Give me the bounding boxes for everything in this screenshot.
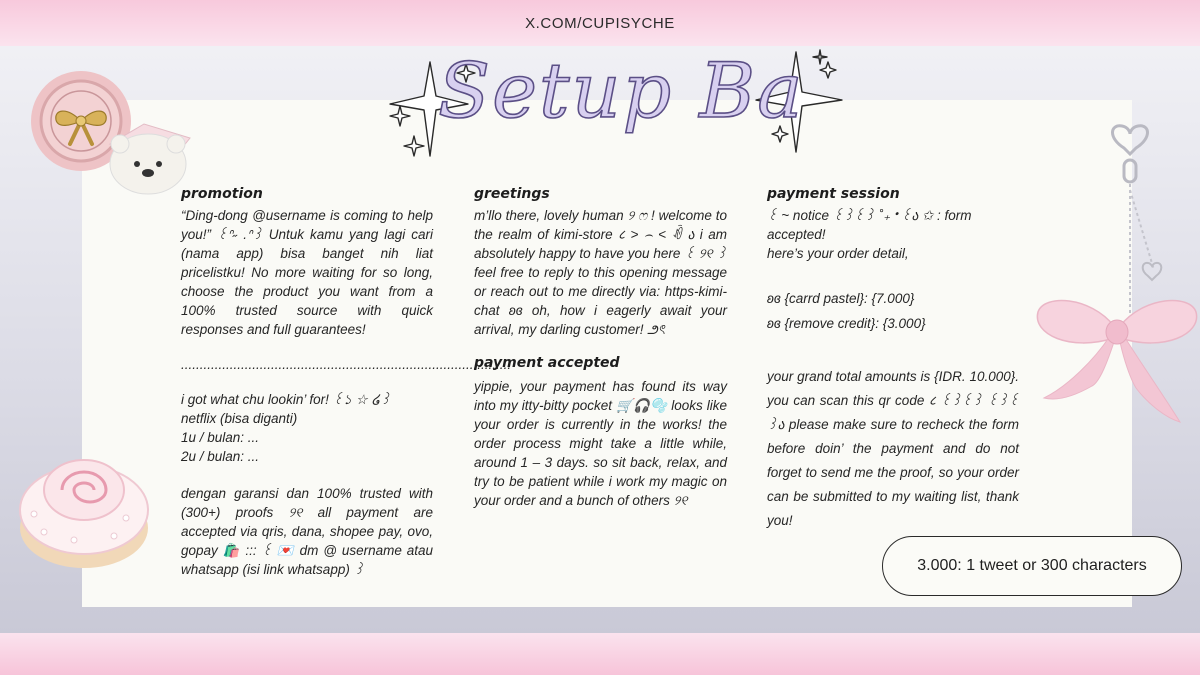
promotion-line: i got what chu lookin’ for! ꒰১ ☆ ໒꒱ xyxy=(181,392,391,407)
payment-accepted-text: yippie, your payment has found its way into my itty-bitty pocket 🛒🎧🫧 looks like your order is currently in the works! the order process might take a little while, around 1 – 3 days. so sit back, relax, and try to be patient while i work my magic on your order and a bunch of others ୨୧ xyxy=(474,379,727,508)
payment-session-heading: payment session xyxy=(767,186,900,202)
promotion-guarantee: dengan garansi dan 100% trusted with (300+) proofs ୨୧ all payment are accepted via qris, dana, shopee pay, ovo, gopay 🛍️ ::: ꒰ 💌 dm @ username atau whatsapp (isi link whatsapp) ꒱ xyxy=(181,486,433,577)
payment-session-notice: ꒰ ~ notice ꒰꒱꒰꒱ ˚₊‧꒰ა ✩ : form accepted! xyxy=(767,208,972,242)
greetings-text: m’llo there, lovely human ୨ ෆ ! welcome to the realm of kimi-store ८ > ⌢ < ꀐ ა i am absolutely happy to have you here ꒰ ୨୧ ꒱ feel free to reply to this opening message or reach out to me directly via: https-kimi-chat ʚɞ oh, how i eagerly await your arrival, my darling customer! ౨ৎ xyxy=(474,208,727,337)
bottom-banner xyxy=(0,633,1200,675)
payment-accepted-heading: payment accepted xyxy=(474,355,620,371)
title-area xyxy=(380,44,850,164)
promotion-line: netflix (bisa diganti) xyxy=(181,411,298,426)
promotion-heading: promotion xyxy=(181,186,263,202)
payment-session-intro: here’s your order detail, xyxy=(767,246,909,261)
donut-cake-icon xyxy=(14,436,154,576)
promotion-line: 2u / bulan: ... xyxy=(181,449,260,464)
order-item: ʚɞ {remove credit}: {3.000} xyxy=(767,316,926,331)
greetings-section xyxy=(474,186,727,510)
promotion-line: 1u / bulan: ... xyxy=(181,430,260,445)
bear-plush-icon xyxy=(104,118,196,196)
top-banner xyxy=(0,0,1200,46)
greetings-heading: greetings xyxy=(474,186,550,202)
promotion-intro: “Ding-dong @username is coming to help you!” ꒰ᐢ˶ .ᐢ꒱ Untuk kamu yang lagi cari (nama app) bisa banget nih liat pricelistku! No more waiting for so long, choose the product you want from a 100% trusted source with quick responses and full guarantees! xyxy=(181,208,433,337)
pricing-note-pill xyxy=(882,536,1182,596)
payment-session-total: your grand total amounts is {IDR. 10.000}. you can scan this qr code ८ ꒰꒱꒰꒱ ꒰꒱꒰꒱ა please make sure to recheck the form before doin’ the payment and do not forget to send me the proof, so your order can be submitted to my waiting list, thank you! xyxy=(767,369,1019,528)
payment-session-section xyxy=(767,186,1019,533)
social-handle-url: X.COM/CUPISYCHE xyxy=(525,14,675,32)
order-item: ʚɞ {carrd pastel}: {7.000} xyxy=(767,291,915,306)
page-title: Setup Ba xyxy=(438,46,805,135)
divider-dots: ........................................................................................ xyxy=(181,357,512,372)
pink-ribbon-bow-icon xyxy=(1030,290,1200,430)
pricing-note-text: 3.000: 1 tweet or 300 characters xyxy=(917,557,1147,574)
